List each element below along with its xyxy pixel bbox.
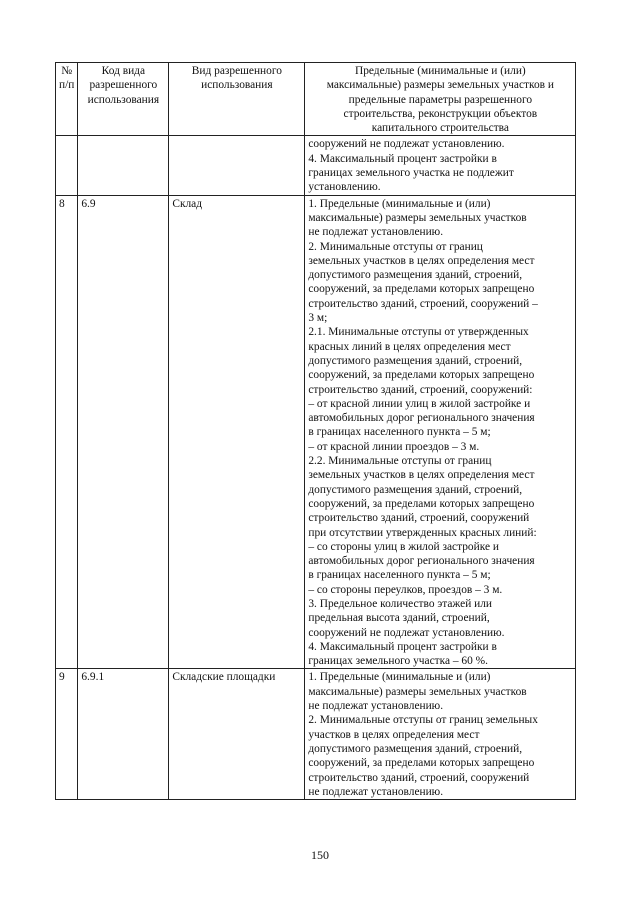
param-line: сооружений не подлежат установлению. bbox=[308, 138, 505, 151]
param-line: не подлежат установлению. bbox=[308, 785, 444, 798]
param-line: при отсутствии утвержденных красных линий: bbox=[308, 526, 537, 539]
param-line: 2.1. Минимальные отступы от утвержденных bbox=[308, 326, 529, 339]
param-line: установлению. bbox=[308, 181, 381, 194]
param-line: строительство зданий, строений, сооружений – bbox=[308, 297, 538, 310]
param-line: участков в целях определения мест bbox=[308, 728, 480, 741]
param-line: в границах населенного пункта – 5 м; bbox=[308, 569, 491, 582]
header-code: Код вида разрешенного использования bbox=[78, 63, 169, 136]
param-line: красных линий в целях определения мест bbox=[308, 340, 511, 353]
table-row bbox=[56, 669, 576, 800]
page-number: 150 bbox=[311, 848, 329, 862]
param-line: земельных участков в целях определения мест bbox=[308, 469, 535, 482]
param-line: 3 м; bbox=[308, 312, 328, 325]
param-line: не подлежат установлению. bbox=[308, 226, 444, 239]
cell-kind: Склад bbox=[169, 195, 305, 669]
param-line: допустимого размещения зданий, строений, bbox=[308, 742, 523, 755]
param-line: 1. Предельные (минимальные и (или) bbox=[308, 671, 491, 684]
header-params: Предельные (минимальные и (или) максимальные) размеры земельных участков и предельные параметры разрешенного строительства, реконструкции объектов капитального строительства bbox=[305, 63, 576, 136]
param-line: сооружений не подлежат установлению. bbox=[308, 626, 505, 639]
table-row bbox=[56, 136, 576, 195]
param-line: – от красной линии улиц в жилой застройке и bbox=[308, 397, 531, 410]
param-line: – со стороны переулков, проездов – 3 м. bbox=[308, 583, 503, 596]
param-line: максимальные) размеры земельных участков bbox=[308, 685, 527, 698]
param-line: максимальные) размеры земельных участков bbox=[308, 211, 527, 224]
cell-kind: Складские площадки bbox=[169, 669, 305, 800]
header-kind: Вид разрешенного использования bbox=[169, 63, 305, 136]
param-line: не подлежат установлению. bbox=[308, 700, 444, 713]
param-line: сооружений, за пределами которых запрещено bbox=[308, 757, 535, 770]
param-line: сооружений, за пределами которых запрещено bbox=[308, 497, 535, 510]
cell-num: 9 bbox=[56, 669, 78, 800]
table-body bbox=[56, 136, 576, 800]
param-line: строительство зданий, строений, сооружений bbox=[308, 512, 530, 525]
param-line: строительство зданий, строений, сооружений: bbox=[308, 383, 533, 396]
param-line: границах земельного участка не подлежит bbox=[308, 167, 514, 180]
param-line: сооружений, за пределами которых запрещено bbox=[308, 283, 535, 296]
param-line: в границах населенного пункта – 5 м; bbox=[308, 426, 491, 439]
cell-num bbox=[56, 136, 78, 195]
param-line: земельных участков в целях определения мест bbox=[308, 254, 535, 267]
param-line: 2. Минимальные отступы от границ bbox=[308, 240, 483, 253]
param-line: 3. Предельное количество этажей или bbox=[308, 597, 493, 610]
cell-code: 6.9.1 bbox=[78, 669, 169, 800]
param-line: автомобильных дорог регионального значения bbox=[308, 555, 535, 568]
param-line: 2.2. Минимальные отступы от границ bbox=[308, 455, 492, 468]
land-use-table bbox=[55, 62, 576, 800]
param-line: допустимого размещения зданий, строений, bbox=[308, 354, 523, 367]
param-line: автомобильных дорог регионального значения bbox=[308, 412, 535, 425]
param-line: сооружений, за пределами которых запрещено bbox=[308, 369, 535, 382]
cell-code bbox=[78, 136, 169, 195]
param-line: допустимого размещения зданий, строений, bbox=[308, 483, 523, 496]
cell-params bbox=[305, 195, 576, 669]
param-line: – от красной линии проездов – 3 м. bbox=[308, 440, 480, 453]
param-line: 2. Минимальные отступы от границ земельных bbox=[308, 714, 538, 727]
cell-code: 6.9 bbox=[78, 195, 169, 669]
param-line: 1. Предельные (минимальные и (или) bbox=[308, 197, 491, 210]
param-line: предельная высота зданий, строений, bbox=[308, 612, 490, 625]
param-line: 4. Максимальный процент застройки в bbox=[308, 640, 497, 653]
cell-kind bbox=[169, 136, 305, 195]
param-line: – со стороны улиц в жилой застройке и bbox=[308, 540, 499, 553]
cell-params bbox=[305, 136, 576, 195]
table-header-row bbox=[56, 63, 576, 136]
header-num: № п/п bbox=[56, 63, 78, 136]
param-line: допустимого размещения зданий, строений, bbox=[308, 269, 523, 282]
param-line: границах земельного участка – 60 %. bbox=[308, 655, 488, 668]
cell-num: 8 bbox=[56, 195, 78, 669]
table-row bbox=[56, 195, 576, 669]
cell-params bbox=[305, 669, 576, 800]
param-line: строительство зданий, строений, сооружений bbox=[308, 771, 530, 784]
param-line: 4. Максимальный процент застройки в bbox=[308, 152, 497, 165]
